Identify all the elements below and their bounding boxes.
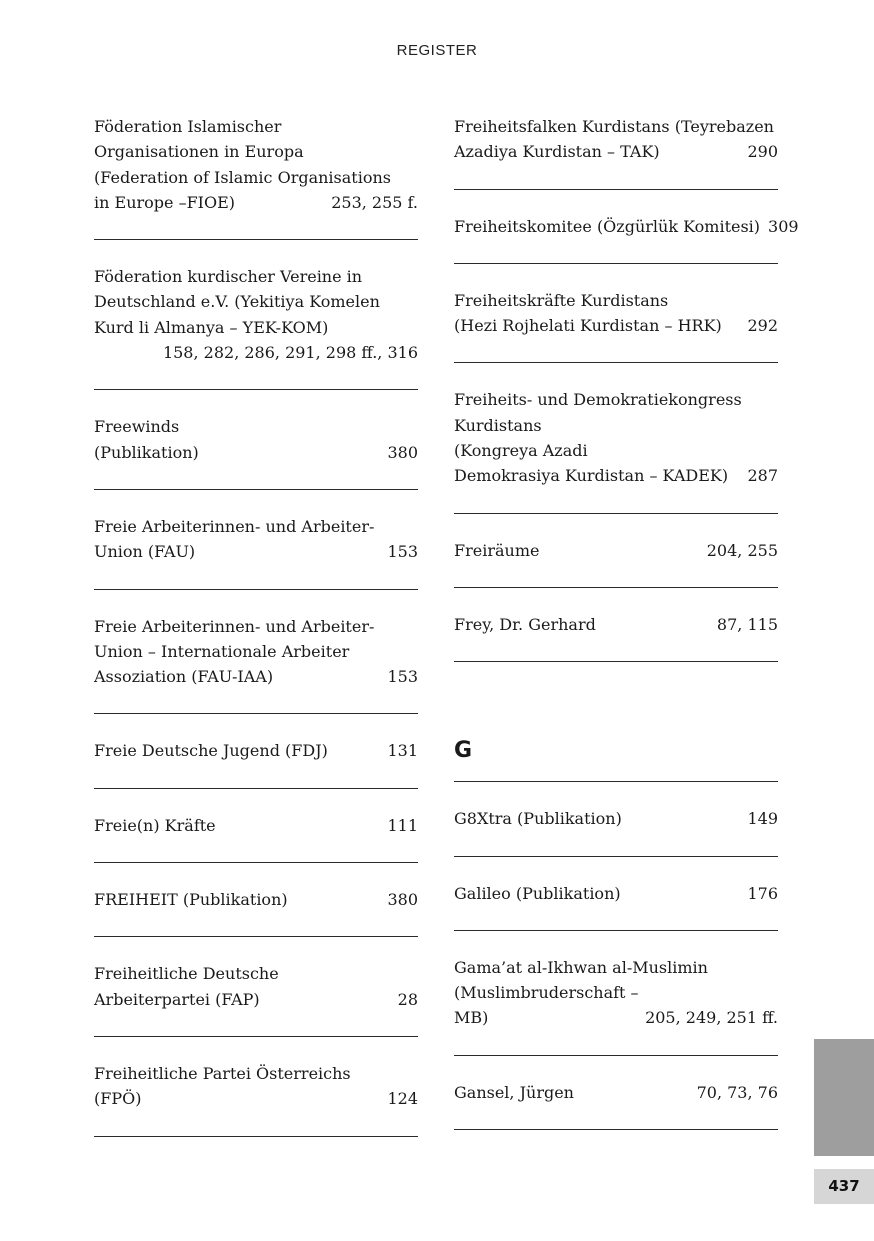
entry-page-refs: 70, 73, 76 bbox=[696, 1082, 778, 1102]
index-entry bbox=[454, 288, 778, 364]
index-entry bbox=[454, 538, 778, 588]
index-entry bbox=[94, 1061, 418, 1137]
entry-page-refs: 111 bbox=[387, 815, 418, 835]
entry-page-refs: 176 bbox=[747, 883, 778, 903]
entry-text-line: Kurd li Almanya – YEK-KOM) bbox=[94, 317, 329, 337]
index-entry bbox=[94, 813, 418, 863]
running-header: REGISTER bbox=[396, 42, 478, 59]
entry-term: Arbeiterpartei (FAP) bbox=[94, 989, 260, 1009]
entry-page-refs: 158, 282, 286, 291, 298 ff., 316 bbox=[162, 343, 418, 363]
entry-term: Freiräume bbox=[454, 540, 540, 560]
entry-page-refs: 131 bbox=[387, 741, 418, 761]
entry-page-refs: 153 bbox=[387, 667, 418, 687]
index-entry bbox=[94, 961, 418, 1037]
index-entry bbox=[94, 514, 418, 590]
entry-last-line bbox=[94, 738, 418, 763]
entry-last-line bbox=[94, 539, 418, 564]
entry-page-refs: 149 bbox=[747, 809, 778, 829]
index-entry bbox=[94, 887, 418, 937]
entry-term: Demokrasiya Kurdistan – KADEK) bbox=[454, 466, 729, 486]
entry-last-line bbox=[454, 538, 778, 563]
index-entry bbox=[454, 612, 778, 662]
entry-last-line bbox=[94, 664, 418, 689]
entry-text-line: (Federation of Islamic Organisations bbox=[94, 167, 391, 187]
index-entry bbox=[94, 414, 418, 490]
entry-text-line: (Muslimbruderschaft – bbox=[454, 983, 639, 1003]
entry-last-line bbox=[94, 190, 418, 215]
entry-page-refs: 292 bbox=[747, 316, 778, 336]
entry-term: Freie(n) Kräfte bbox=[94, 815, 216, 835]
entry-text-line: Freewinds bbox=[94, 417, 180, 437]
entry-page-refs: 204, 255 bbox=[706, 540, 778, 560]
index-entry bbox=[454, 114, 778, 190]
entry-page-refs: 124 bbox=[387, 1089, 418, 1109]
index-column-right bbox=[454, 114, 799, 1154]
entry-last-line bbox=[94, 440, 418, 465]
entry-last-line bbox=[94, 1086, 418, 1111]
entry-last-line bbox=[94, 340, 418, 365]
entry-last-line bbox=[454, 1080, 778, 1105]
entry-term: MB) bbox=[454, 1008, 489, 1028]
entry-last-line bbox=[454, 313, 778, 338]
entry-page-refs: 205, 249, 251 ff. bbox=[645, 1008, 778, 1028]
entry-term: Galileo (Publikation) bbox=[454, 883, 621, 903]
entry-text-line: Deutschland e.V. (Yekitiya Komelen bbox=[94, 292, 380, 312]
entry-last-line bbox=[454, 139, 778, 164]
section-letter-heading: G bbox=[454, 686, 778, 782]
entry-text-line: Freiheitsfalken Kurdistans (Teyrebazen bbox=[454, 117, 774, 136]
entry-page-refs: 87, 115 bbox=[716, 614, 778, 634]
entry-term: (Hezi Rojhelati Kurdistan – HRK) bbox=[454, 316, 722, 336]
entry-last-line bbox=[94, 887, 418, 912]
index-entry bbox=[454, 881, 778, 931]
entry-text-line: Kurdistans bbox=[454, 415, 542, 435]
entry-last-line bbox=[454, 612, 778, 637]
index-entry bbox=[454, 387, 778, 513]
entry-text-line: Freiheitliche Partei Österreichs bbox=[94, 1063, 351, 1083]
entry-last-line bbox=[454, 881, 778, 906]
index-entry bbox=[454, 955, 778, 1056]
entry-text-line: Union – Internationale Arbeiter bbox=[94, 641, 350, 661]
entry-term: Frey, Dr. Gerhard bbox=[454, 614, 596, 634]
entry-text-line: Freiheitliche Deutsche bbox=[94, 964, 279, 984]
entry-text-line: Föderation Islamischer bbox=[94, 117, 282, 136]
thumb-index-tab bbox=[814, 1039, 874, 1156]
entry-term: (FPÖ) bbox=[94, 1089, 142, 1109]
entry-term: FREIHEIT (Publikation) bbox=[94, 890, 288, 910]
index-entry bbox=[94, 114, 418, 240]
entry-term: G8Xtra (Publikation) bbox=[454, 809, 622, 829]
entry-text-line: Freie Arbeiterinnen- und Arbeiter- bbox=[94, 516, 375, 536]
entry-page-refs: 253, 255 f. bbox=[331, 192, 418, 212]
page-number: 437 bbox=[814, 1169, 874, 1204]
entry-last-line bbox=[454, 806, 778, 831]
entry-term: (Publikation) bbox=[94, 442, 199, 462]
entry-page-refs: 28 bbox=[397, 989, 418, 1009]
index-entry bbox=[454, 806, 778, 856]
entry-text-line: Freie Arbeiterinnen- und Arbeiter- bbox=[94, 616, 375, 636]
entry-last-line bbox=[94, 987, 418, 1012]
entry-last-line bbox=[454, 1005, 778, 1030]
entry-page-refs: 380 bbox=[387, 442, 418, 462]
entry-text-line: Gama’at al-Ikhwan al-Muslimin bbox=[454, 957, 708, 977]
entry-term: Azadiya Kurdistan – TAK) bbox=[454, 142, 660, 162]
entry-text-line: (Kongreya Azadi bbox=[454, 441, 588, 461]
entry-term: Union (FAU) bbox=[94, 542, 196, 562]
entry-text-line: Organisationen in Europa bbox=[94, 142, 304, 162]
entry-term: Freiheitskomitee (Özgürlük Komitesi) bbox=[454, 216, 761, 236]
entry-last-line bbox=[454, 463, 778, 488]
index-entry bbox=[94, 614, 418, 715]
entry-page-refs: 380 bbox=[387, 890, 418, 910]
entry-page-refs: 309 bbox=[768, 216, 799, 236]
entry-page-refs: 153 bbox=[387, 542, 418, 562]
entry-term: Gansel, Jürgen bbox=[454, 1082, 574, 1102]
index-entry bbox=[454, 1080, 778, 1130]
entry-page-refs: 290 bbox=[747, 142, 778, 162]
index-entry bbox=[454, 214, 799, 264]
entry-last-line bbox=[94, 813, 418, 838]
entry-page-refs: 287 bbox=[747, 466, 778, 486]
entry-last-line bbox=[454, 214, 799, 239]
entry-term: Freie Deutsche Jugend (FDJ) bbox=[94, 741, 328, 761]
entry-term: Assoziation (FAU-IAA) bbox=[94, 667, 274, 687]
index-entry bbox=[94, 738, 418, 788]
entry-term: in Europe –FIOE) bbox=[94, 192, 236, 212]
entry-text-line: Freiheitskräfte Kurdistans bbox=[454, 290, 669, 310]
index-column-left bbox=[94, 114, 418, 1161]
index-entry bbox=[94, 264, 418, 390]
entry-text-line: Freiheits- und Demokratiekongress bbox=[454, 390, 742, 410]
entry-text-line: Föderation kurdischer Vereine in bbox=[94, 267, 363, 287]
